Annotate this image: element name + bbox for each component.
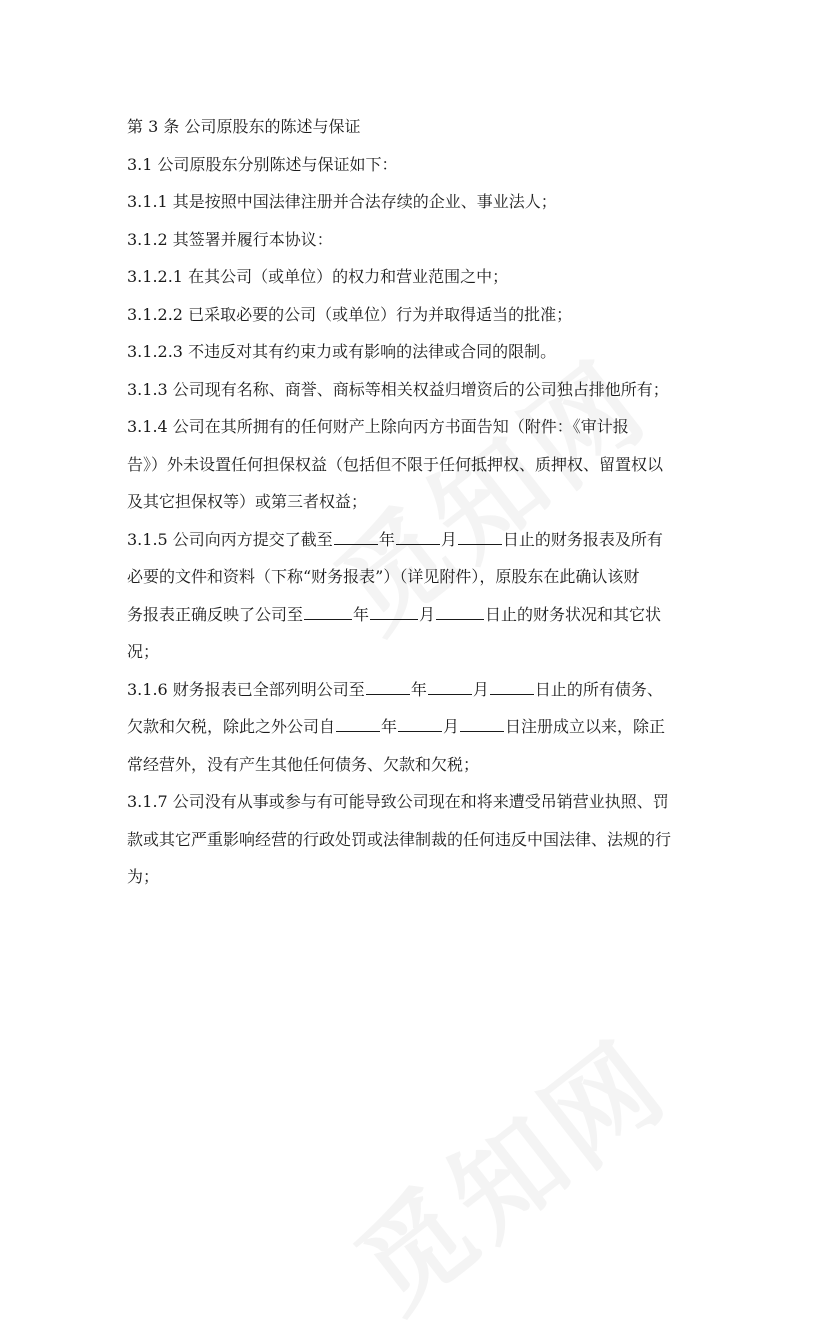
clause-3-1-6-line-1 bbox=[127, 671, 709, 709]
clause-3-1-7-line-1: 3.1.7 公司没有从事或参与有可能导致公司现在和将来遭受吊销营业执照、罚 bbox=[127, 792, 669, 811]
clause-3-1-2-2: 3.1.2.2 已采取必要的公司（或单位）行为并取得适当的批准； bbox=[127, 304, 573, 324]
text-segment: 欠款和欠税，除此之外公司自 bbox=[127, 717, 336, 736]
day-blank bbox=[490, 677, 534, 695]
clause-3-1-5-line-2: 必要的文件和资料（下称“财务报表”）（详见附件），原股东在此确认该财 bbox=[127, 567, 640, 586]
day-blank bbox=[458, 527, 502, 545]
month-blank bbox=[370, 602, 418, 620]
text-segment: 月 bbox=[440, 529, 457, 549]
clause-3-1-1: 3.1.1 其是按照中国法律注册并合法存续的企业、事业法人； bbox=[127, 192, 557, 211]
clause-3-1: 3.1 公司原股东分别陈述与保证如下： bbox=[127, 154, 398, 174]
month-blank bbox=[398, 714, 442, 732]
article-heading: 第 3 条 公司原股东的陈述与保证 bbox=[127, 117, 361, 136]
year-blank bbox=[336, 714, 380, 732]
day-blank bbox=[436, 602, 484, 620]
year-blank bbox=[304, 602, 352, 620]
clause-3-1-4-line-1: 3.1.4 公司在其所拥有的任何财产上除向丙方书面告知（附件：《审计报 bbox=[127, 417, 629, 436]
text-segment: 3.1.5 公司向丙方提交了截至 bbox=[127, 529, 333, 549]
text-segment: 月 bbox=[443, 717, 460, 736]
text-segment: 年 bbox=[353, 604, 370, 624]
clause-3-1-4-line-3: 及其它担保权等）或第三者权益； bbox=[127, 492, 368, 511]
text-segment: 3.1.6 财务报表已全部列明公司至 bbox=[127, 679, 365, 699]
text-segment: 务报表正确反映了公司至 bbox=[127, 604, 304, 624]
text-segment: 日注册成立以来，除正 bbox=[505, 717, 666, 736]
clause-3-1-5-line-1 bbox=[127, 521, 709, 559]
clause-3-1-5-line-4: 况； bbox=[127, 642, 160, 661]
text-segment: 年 bbox=[378, 529, 395, 549]
month-blank bbox=[428, 677, 472, 695]
text-segment: 年 bbox=[381, 717, 398, 736]
clause-3-1-6-line-3: 常经营外，没有产生其他任何债务、欠款和欠税； bbox=[127, 754, 480, 774]
clause-3-1-2-1: 3.1.2.1 在其公司（或单位）的权力和营业范围之中； bbox=[127, 267, 509, 286]
text-segment: 日止的财务报表及所有 bbox=[502, 529, 663, 549]
clause-3-1-2-3: 3.1.2.3 不违反对其有约束力或有影响的法律或合同的限制。 bbox=[127, 342, 557, 361]
watermark bbox=[319, 998, 695, 1340]
clause-3-1-6-line-2 bbox=[127, 708, 709, 746]
clause-3-1-5-line-3 bbox=[127, 596, 709, 634]
document-body bbox=[127, 108, 709, 896]
year-blank bbox=[334, 527, 378, 545]
day-blank bbox=[460, 714, 504, 732]
text-segment: 月 bbox=[472, 679, 489, 699]
text-segment: 日止的所有债务、 bbox=[534, 679, 663, 699]
clause-3-1-3: 3.1.3 公司现有名称、商誉、商标等相关权益归增资后的公司独占排他所有； bbox=[127, 379, 669, 399]
clause-3-1-7-line-3: 为； bbox=[127, 867, 160, 886]
text-segment: 年 bbox=[410, 679, 427, 699]
text-segment: 日止的财务状况和其它状 bbox=[485, 604, 662, 624]
clause-3-1-7-line-2: 款或其它严重影响经营的行政处罚或法律制裁的任何违反中国法律、法规的行 bbox=[127, 829, 672, 849]
text-segment: 月 bbox=[419, 604, 436, 624]
clause-3-1-4-line-2: 告》）外未设置任何担保权益（包括但不限于任何抵押权、质押权、留置权以 bbox=[127, 454, 664, 474]
month-blank bbox=[396, 527, 440, 545]
year-blank bbox=[366, 677, 410, 695]
clause-3-1-2: 3.1.2 其签署并履行本协议： bbox=[127, 229, 333, 249]
